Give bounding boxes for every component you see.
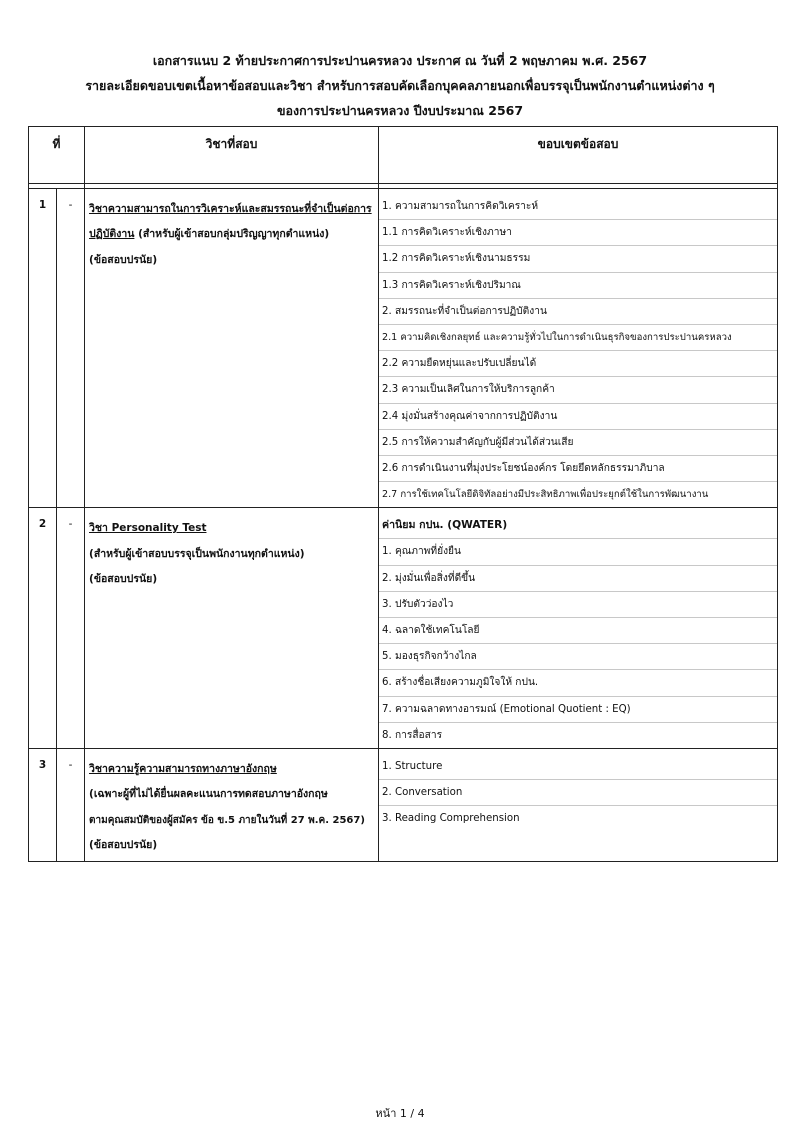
subject-cell xyxy=(85,189,379,508)
row-dash: - xyxy=(57,189,85,508)
row-dash: - xyxy=(57,748,85,861)
header-line-2: รายละเอียดขอบเขตเนื้อหาข้อสอบและวิชา สำหรับการสอบคัดเลือกบุคคลภายนอกเพื่อบรรจุเป็นพนักงานตำแหน่งต่าง ๆ xyxy=(85,78,715,93)
column-header-no: ที่ xyxy=(29,127,85,184)
scope-item: 1. คุณภาพที่ยั่งยืน xyxy=(379,539,777,565)
scope-item: 2. สมรรถนะที่จำเป็นต่อการปฏิบัติงาน xyxy=(379,299,777,325)
header-line-3: ของการประปานครหลวง ปีงบประมาณ 2567 xyxy=(276,103,524,118)
row-dash: - xyxy=(57,508,85,749)
scope-item: 5. มองธุรกิจกว้างไกล xyxy=(379,644,777,670)
column-header-subject: วิชาที่สอบ xyxy=(85,127,379,184)
subject-type: (ข้อสอบปรนัย) xyxy=(89,839,158,852)
page-number: หน้า 1 / 4 xyxy=(375,1107,425,1120)
scope-item: 7. ความฉลาดทางอารมณ์ (Emotional Quotient : EQ) xyxy=(379,697,777,723)
subject-title: วิชาความสามารถในการวิเคราะห์และสมรรถนะที่จำเป็นต่อการปฏิบัติงาน xyxy=(89,203,372,241)
scope-item: 3. ปรับตัวว่องไว xyxy=(379,592,777,618)
scope-item: 2.6 การดำเนินงานที่มุ่งประโยชน์องค์กร โดยยึดหลักธรรมาภิบาล xyxy=(379,456,777,482)
scope-cell xyxy=(379,508,778,749)
scope-item: 1.3 การคิดวิเคราะห์เชิงปริมาณ xyxy=(379,273,777,299)
scope-cell xyxy=(379,189,778,508)
table-row xyxy=(29,748,778,861)
scope-item: 1. Structure xyxy=(379,754,777,780)
scope-item: 2.5 การให้ความสำคัญกับผู้มีส่วนได้ส่วนเสีย xyxy=(379,430,777,456)
subject-title: วิชา Personality Test xyxy=(89,522,207,535)
row-number: 2 xyxy=(29,508,57,749)
subject-type: (ข้อสอบปรนัย) xyxy=(89,253,158,266)
subject-note: (เฉพาะผู้ที่ไม่ได้ยื่นผลคะแนนการทดสอบภาษาอังกฤษ xyxy=(89,788,328,801)
subject-type: (ข้อสอบปรนัย) xyxy=(89,573,158,586)
scope-item: 3. Reading Comprehension xyxy=(382,813,520,825)
table-header-row xyxy=(29,127,778,184)
header-line-1: เอกสารแนบ 2 ท้ายประกาศการประปานครหลวง ประกาศ ณ วันที่ 2 พฤษภาคม พ.ศ. 2567 xyxy=(152,53,648,68)
table-row xyxy=(29,508,778,749)
scope-item: 4. ฉลาดใช้เทคโนโลยี xyxy=(379,618,777,644)
exam-scope-table xyxy=(28,126,778,862)
scope-item: 8. การสื่อสาร xyxy=(382,729,443,741)
subject-cell xyxy=(85,748,379,861)
table-row xyxy=(29,189,778,508)
subject-note: (สำหรับผู้เข้าสอบบรรจุเป็นพนักงานทุกตำแหน่ง) xyxy=(89,547,305,560)
row-number: 3 xyxy=(29,748,57,861)
scope-heading: ค่านิยม กปน. (QWATER) xyxy=(379,513,777,539)
scope-item: 2. มุ่งมั่นเพื่อสิ่งที่ดีขึ้น xyxy=(379,566,777,592)
document-header xyxy=(0,48,800,123)
subject-cell xyxy=(85,508,379,749)
scope-item: 2. Conversation xyxy=(379,780,777,806)
scope-item: 2.2 ความยืดหยุ่นและปรับเปลี่ยนได้ xyxy=(379,351,777,377)
subject-note: ตามคุณสมบัติของผู้สมัคร ข้อ ข.5 ภายในวันที่ 27 พ.ค. 2567) xyxy=(89,814,365,826)
row-number: 1 xyxy=(29,189,57,508)
scope-item: 2.1 ความคิดเชิงกลยุทธ์ และความรู้ทั่วไปในการดำเนินธุรกิจของการประปานครหลวง xyxy=(379,325,777,351)
scope-item: 2.3 ความเป็นเลิศในการให้บริการลูกค้า xyxy=(379,377,777,403)
scope-item: 1. ความสามารถในการคิดวิเคราะห์ xyxy=(379,194,777,220)
subject-note: (สำหรับผู้เข้าสอบกลุ่มปริญญาทุกตำแหน่ง) xyxy=(134,228,330,241)
subject-title: วิชาความรู้ความสามารถทางภาษาอังกฤษ xyxy=(89,762,277,775)
scope-item: 2.7 การใช้เทคโนโลยีดิจิทัลอย่างมีประสิทธิภาพเพื่อประยุกต์ใช้ในการพัฒนางาน xyxy=(382,489,709,501)
scope-item: 2.4 มุ่งมั่นสร้างคุณค่าจากการปฏิบัติงาน xyxy=(379,404,777,430)
scope-cell xyxy=(379,748,778,861)
scope-item: 1.2 การคิดวิเคราะห์เชิงนามธรรม xyxy=(379,246,777,272)
scope-item: 1.1 การคิดวิเคราะห์เชิงภาษา xyxy=(379,220,777,246)
column-header-scope: ขอบเขตข้อสอบ xyxy=(379,127,778,184)
scope-item: 6. สร้างชื่อเสียงความภูมิใจให้ กปน. xyxy=(379,670,777,696)
